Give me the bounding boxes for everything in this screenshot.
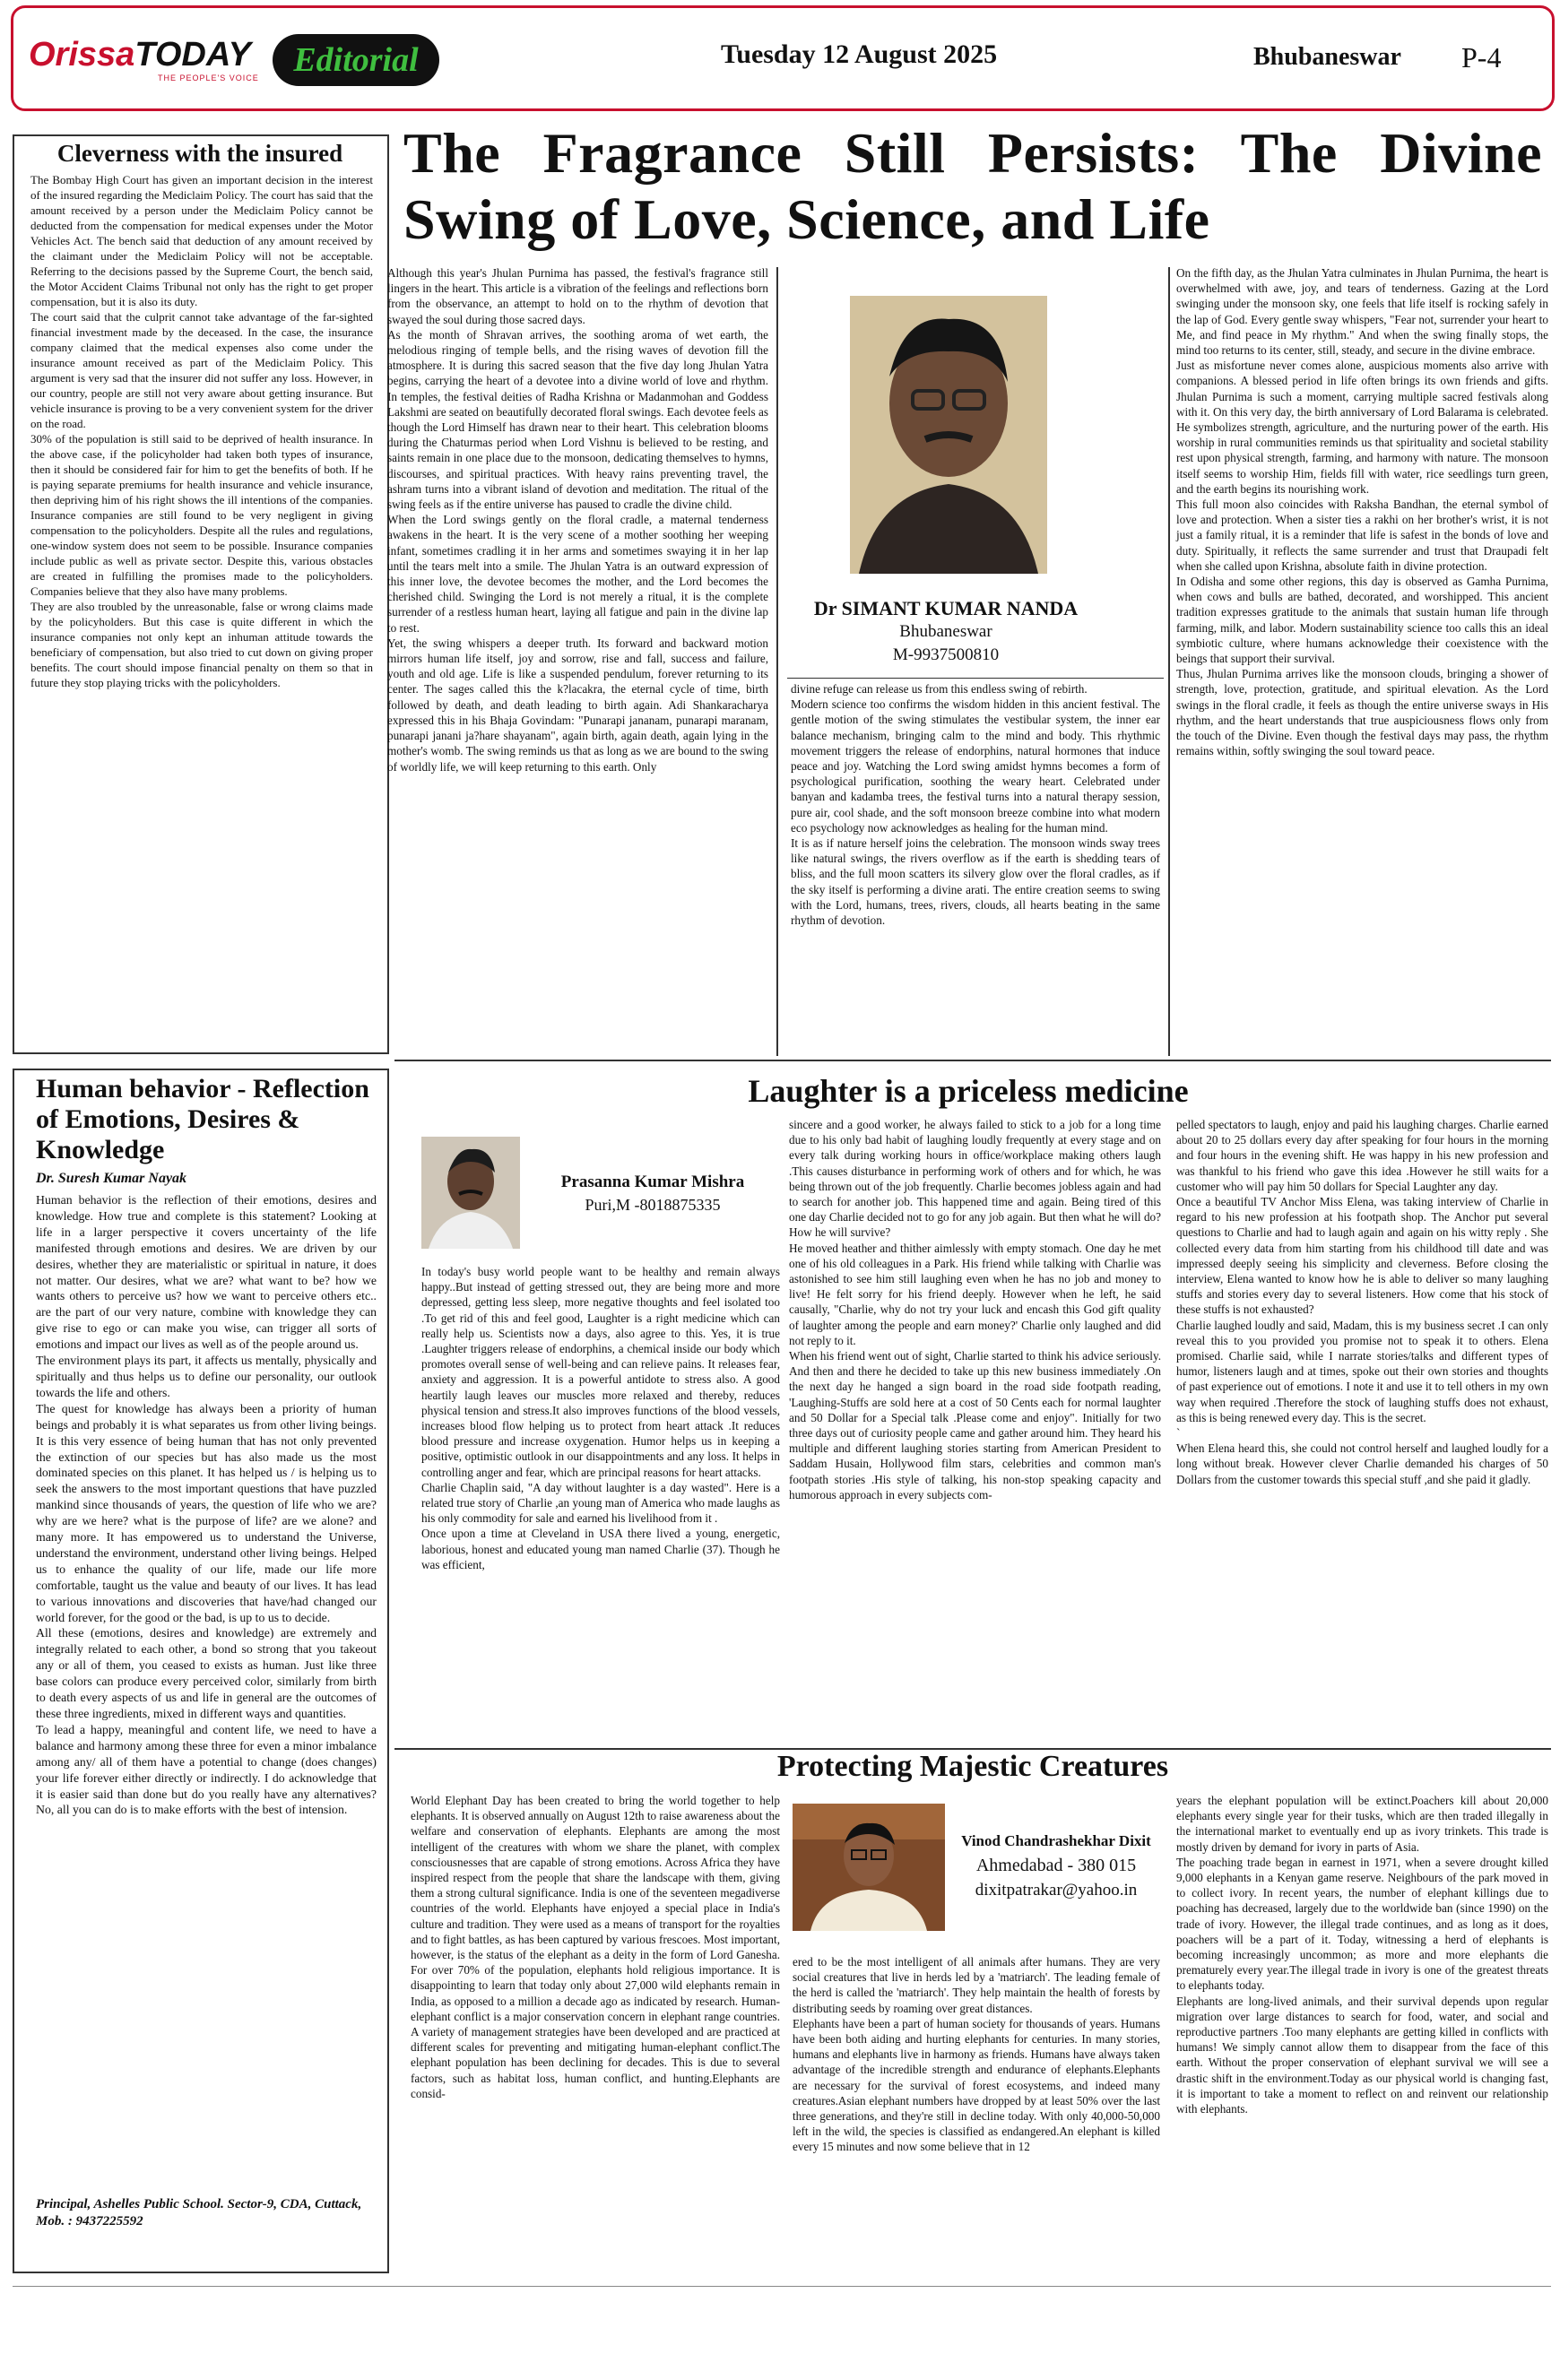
fragrance-author-phone: M-9937500810: [892, 645, 1000, 664]
fragrance-col3: On the fifth day, as the Jhulan Yatra culminates in Jhulan Purnima, the heart is overwhelmed with awe, joy, and tears of tenderness. Gazing at the Lord swinging under the monsoon sky, one feels that life itself is rocking safely in the lap of God. Every gentle sway whispers, "Fear not, surrender your heart to Me, and find peace in My rhythm." And when the swing finally stops, the mind too returns to its center, still, steady, and secure in the divine embrace. Just as misfortune never comes alone, auspicious moments also arrive with companions. A blessed period in life often brings its own friends and gifts. Jhulan Purnima is such a moment, carrying multiple sacred festivals along with it. On this very day, the birth anniversary of Lord Balarama is celebrated. He symbolizes strength, agriculture, and the nurturing power of the earth. His worship in rural communities reminds us that spirituality and societal stability rest upon physical strength, farming, and harmony with nature. The monsoon itself seems to worship Him, fields fill with water, rice seedlings turn green, and the earth begins its nourishing work. This full moon also coincides with Raksha Bandhan, the eternal symbol of love and protection. When a sister ties a rakhi on her brother's wrist, it is not just a family ritual, it is a reminder that life is safest in the bonds of love and duty. Spiritually, it reflects the same surrender and trust that Draupadi felt when she called upon Krishna, absolute faith in divine protection. In Odisha and some other regions, this day is observed as Gamha Purnima, when cows and bulls are bathed, decorated, and worshipped. This ancient tradition expresses gratitude to the animals that sustain human life through farming, milk, and labor. Modern sustainability science too calls this an ideal symbiotic culture, where humans acknowledge their coexistence with the beings that support their survival. Thus, Jhulan Purnima arrives like the monsoon clouds, bringing a shower of strength, love, protection, gratitude, and spiritual elevation. As the Lord swings in the floral cradle, it feels as though the entire universe sways in His rhythm, and the heart understands that true auspiciousness flows only from the touch of the Divine. Even though the festival days may pass, the rhythm remains within, softly swinging the soul toward peace.: [1176, 266, 1548, 758]
elephants-author-city: Ahmedabad - 380 015: [975, 1856, 1137, 1875]
rule: [787, 678, 1164, 679]
bottom-rule: [13, 2286, 1551, 2287]
behavior-author: Dr. Suresh Kumar Nayak: [36, 1171, 187, 1186]
fragrance-col2: divine refuge can release us from this endless swing of rebirth. Modern science too confirms the wisdom hidden in this ancient festival. The gentle motion of the swing stimulates the vestibular system, the inner ear balance mechanism, bringing calm to the mind and body. This rhythmic movement triggers the release of endorphins, natural hormones that induce peace and joy. Watching the Lord swing amidst hymns becomes a form of psychological purification, soothing the weary heart. Celebrated under banyan and kadamba trees, the festival turns into a natural therapy session, pure air, cool shade, and the soft monsoon breeze combine into what modern eco psychology now acknowledges as healing for the human mind. It is as if nature herself joins the celebration. The monsoon winds sway trees like natural swings, the rivers overflow as if the earth is shedding tears of bliss, and the full moon scatters its silvery glow over the floral cradles, as if the sky itself is performing a divine arati. The entire creation seems to swing with the Lord, humans, trees, rivers, clouds, all hearts beating in the same rhythm of devotion.: [791, 682, 1160, 928]
elephants-author-name: Vinod Chandrashekhar Dixit: [961, 1832, 1151, 1849]
insured-headline: Cleverness with the insured: [56, 140, 343, 167]
section-rule: [394, 1060, 1551, 1061]
laughter-author-photo: [421, 1137, 520, 1249]
behavior-body: Human behavior is the reflection of their emotions, desires and knowledge. How true and complete is this statement? Looking at life in a larger perspective it covers uncertainty of the life manifested through emotions and desires. We are driven by our desires, whether they are materialistic or spiritual in nature, it does not matter. Our desires, what we are? what want to be? how we wants others to perceive us? how we want to perceive others etc.. are the part of our very nature, combine with knowledge they can give rise to ego or can make you wise, can trigger all sorts of emotions and impact our lives as well as of the people around us. The environment plays its part, it affects us mentally, physically and spiritually and thus helps us to define our personality, our outlook towards the life and others. The quest for knowledge has always been a priority of human beings and probably it is what separates us from other living beings. It is this very essence of being human that has not only prevented the extinction of our species but has also made us the most dominated species on this planet. It has helped us / is helping us to seek the answers to the most important questions that have puzzled mankind since thousands of years, the question of life who we are? why are we here? what is the purpose of life? are we alone? and many more. It has empowered us to understand the Universe, understand the environment, understand other living beings. Helped us to enhance the quality of our life, made our life more comfortable, taught us the value and beauty of our lives. It has lead to various innovations and discoveries that have/had changed our world forever, for the good or the bad, is up to us to decide. All these (emotions, desires and knowledge) are extremely and integrally related to each other, a bond so strong that you takeout any or all of them, you ceased to exists as human. Just like three base colors can produce every perceived color, similarly from birth to death every aspects of us and life in general are the outcomes of these three ingredients, mixed in different ways and quantities. To lead a happy, meaningful and content life, we need to have a balance and harmony among these three for even a minor imbalance among any/ all of them have a potential to change (does changes) your life forever either directly or indirectly. I do acknowledge that it is easier said than done but do you really have any alternatives? No, all you can do is to make efforts with the best of intension.: [36, 1193, 377, 1817]
newspaper-logo: OrissaTODAY: [29, 36, 251, 74]
behavior-footer: Principal, Ashelles Public School. Sector-9, CDA, Cuttack, Mob. : 9437225592: [36, 2197, 362, 2229]
elephants-col3: years the elephant population will be extinct.Poachers kill about 20,000 elephants every single year for their tusks, which are then traded illegally in the international market to eventually end up as ivory trinkets. This trade is mostly driven by demand for ivory in parts of Asia. The poaching trade began in earnest in 1971, when a severe drought killed 9,000 elephants in a Kenyan game reserve. Neighbours of the park moved in to collect ivory. In recent years, the number of elephant killings due to poaching has decreased, largely due to the worldwide ban (since 1990) on the trade of ivory. However, the illegal trade continues, and as long as it does, poachers will be a part of it. Today, witnessing a herd of elephants is becoming increasingly uncommon; as more and more elephants die prematurely every year.The illegal trade in ivory is one of the greatest threats to elephants today. Elephants are long-lived animals, and their survival depends upon regular migration over large distances to search for food, water, and social and reproductive partners .Too many elephants are getting killed in conflicts with humans! We simply cannot allow them to disappear from the face of this earth. Without the proper conservation of elephant survival we will see a drastic shift in the environment.Today as our physical world is changing fast, it is important to take a moment to reflect on and reinvent our relationship with elephants.: [1176, 1794, 1548, 2116]
author-portrait-icon: [421, 1137, 520, 1249]
elephants-author-email: dixitpatrakar@yahoo.in: [975, 1881, 1138, 1900]
laughter-author-name: Prasanna Kumar Mishra: [560, 1173, 745, 1191]
issue-date: Tuesday 12 August 2025: [721, 39, 998, 69]
edition-city: Bhubaneswar: [1253, 43, 1401, 71]
logo-tagline: THE PEOPLE'S VOICE: [158, 74, 259, 82]
fragrance-headline: The Fragrance Still Persists: The Divine Swing of Love, Science, and Life: [403, 121, 1542, 251]
author-portrait-icon: [793, 1804, 945, 1931]
laughter-col3: pelled spectators to laugh, enjoy and paid his laughing charges. Charlie earned about 20 to 25 dollars every day after speaking for four hours in the morning and four hours in the evening shift. He was happy in his new profession and was thankful to his friend who gave this idea .However he still waits for a customer who will pay him 50 dollars for Special Laughter any day. Once a beautiful TV Anchor Miss Elena, was taking interview of Charlie in regard to his new profession at his footpath shop. The Anchor put several questions to Charlie and had to laugh again and again on his witty reply . She collected every data from him starting from his childhood till date and was impressed deeply seeing his simplicity and cleverness. Before closing the interview, Elena wanted to know how he is able to deliver so many laughing stuffs and stories every day to several listeners. How come that his stock of these stuffs is not exhausted? Charlie laughed loudly and said, Madam, this is my business secret .I can only reveal this to you provided you promise not to speak it to others. Elena promised. Charlie said, while I narrate stories/talks and different types of humor, listeners laugh and at times, spoke out their own stories and thoughts of past experience out of emotions. I note it and use it to tell others in my own way when required .Therefore the stock of laughing stuffs does not exhaust, as this is being renewed every day. This is the secret. ` When Elena heard this, she could not control herself and laughed loudly for a long without break. However clever Charlie demanded his charges of 50 Dollars from the customer towards this special stuff ,and she paid it gladly.: [1176, 1118, 1548, 1486]
laughter-col2: sincere and a good worker, he always failed to stick to a job for a long time due to his only bad habit of laughing loudly frequently at every stage and on every talk during working hours in office/workplace making others laugh .This causes disturbance in performing work of others and for which, he was being thrown out of the job frequently. Charlie becomes jobless again and had to search for another job. This happened time and again. Being tired of this one day Charlie decided not to go for any job again. But then what he will do? How he will survive? He moved heather and thither aimlessly with empty stomach. One day he met one of his old colleagues in a Park. His friend while talking with Charlie was astonished to see him still laughing even when he has no job and money to live! He felt sorry for his friend deeply. However when he left, he said causally, "Charlie, why do not try your luck and encash this God gift quality of laughter among the people and earn money?' Charlie only laughed and did not reply to it. When his friend went out of sight, Charlie started to think his advice seriously. And then and there he decided to take up this new business immediately .On the next day he hanged a sign board in the road side footpath reading, 'Laughing-Stuffs are sold here at a cost of 50 Cents each for normal laughter and 50 Dollar for a Special talk .Please come and enjoy". Initially for two three days out of curiosity people came and gather around him. They heard his multiple and different laughing stories starting from American President to Saddam Husain, Hollywood film stars, celebrities and common man's footpath stories .His style of talking, his non-stop speaking capacity and humorous approach in every subjects com-: [789, 1118, 1161, 1502]
elephants-col2: ered to be the most intelligent of all animals after humans. They are very social creatures that live in herds led by a 'matriarch'. The leading female of the herd is called the 'matriarch'. They help maintain the health of forests by distributing seeds by roaming over great distances. Elephants have been a part of human society for thousands of years. Humans have been both aiding and hurting elephants for centuries. In many stories, humans and elephants live in harmony as friends. Humans have always taken advantage of the incredible strength and endurance of elephants.Elephants are necessary for the survival of forest ecosystems, and indeed many creatures.Asian elephant numbers have dropped by at least 50% over the last three generations, and they're still in decline today. With only 40,000-50,000 left in the wild, the species is classified as endangered.An elephant is killed every 15 minutes and now some believe that in 12: [793, 1955, 1160, 2154]
elephants-col1: World Elephant Day has been created to bring the world together to help elephants. It is observed annually on August 12th to raise awareness about the welfare and conservation of elephants. Elephants are among the most intelligent of the creatures with whom we share the planet, with complex consciousnesses that are capable of strong emotions. Across Africa they have inspired respect from the people that share the landscape with them, giving them a strong cultural significance. India is one of the seventeen megadiverse countries of the world. Elephants have enjoyed a special place in India's culture and tradition. They were used as a means of transport for the royalties and to fight battles, as has been captured by various frescoes. Most important, however, is the status of the elephant as a deity in the form of Lord Ganesha. For over 70% of the population, elephants hold religious importance. It is disappointing to learn that today only about 27,000 wild elephants remain in India, as opposed to a million a decade ago as indicated by research. Human-elephant conflict is a major conservation concern in elephant range countries. A variety of management strategies have been developed and are practiced at different scales for preventing and mitigating human-elephant conflict.The elephant population has been declining for decades. This is due to several factors, such as habitat loss, human conflict, and hunting.Elephants are consid-: [411, 1794, 780, 2100]
column-rule: [776, 267, 778, 1056]
fragrance-col1: Although this year's Jhulan Purnima has passed, the festival's fragrance still lingers in the heart. This article is a vibration of the feelings and reflections born from the observance, an attempt to hold on to the rhythm of devotion that swayed the soul during those sacred days. As the month of Shravan arrives, the soothing aroma of wet earth, the melodious ringing of temple bells, and the rising waves of devotion fill the atmosphere. It is during this sacred season that the five day long Jhulan Yatra begins, carrying the heart of a devotee into a divine world of love and rhythm. In temples, the festival deities of Radha Krishna or Madanmohan and Goddess Lakshmi are seated on beautifully decorated floral swings. Each devotee feels as though the Lord Himself has drawn near to their heart. This celebration blooms during the Chaturmas period when Lord Vishnu is believed to be resting, and saints remain in one place due to the monsoon, dedicating themselves to hymns, discourses, and spiritual practices. With heavy rains preventing travel, the ashram turns into a vibrant island of devotion and meditation. The ritual of the swing feels as if the entire universe has paused to cradle the divine child. When the Lord swings gently on the floral cradle, a maternal tenderness awakens in the heart. It is the very scene of a mother soothing her weeping infant, sometimes cradling it in her arms and sometimes swaying it in her lap until the tears melt into a smile. The Jhulan Yatra is an outward expression of this inner love, the devotee becomes the mother, and the Lord becomes the cherished child. Swinging the Lord is not merely a ritual, it is the complete surrender of a restless human heart, laying all fatigue and pain in the divine lap to rest. Yet, the swing whispers a deeper truth. Its forward and backward motion mirrors human life itself, joy and sorrow, rise and fall, success and failure, youth and old age. Life is like a suspended pendulum, forever returning to its center. The sages called this the k?lacakra, the eternal cycle of time, birth followed by death, and death leading to birth again. Adi Shankaracharya expressed this in his Bhaja Govindam: "Punarapi jananam, punarapi maranam, punarapi janani ja?hare shayanam", again birth, again death, again lying in the mother's womb. The swing reminds us that as long as we are bound to the swing of worldly life, we will keep returning to this earth. Only: [387, 266, 768, 774]
fragrance-author-name: Dr SIMANT KUMAR NANDA: [813, 597, 1079, 619]
elephants-author-photo: [793, 1804, 945, 1931]
column-rule: [1168, 267, 1170, 1056]
laughter-author-contact: Puri,M -8018875335: [585, 1196, 721, 1214]
elephants-headline: Protecting Majestic Creatures: [776, 1750, 1169, 1783]
author-photo: [850, 296, 1047, 574]
author-portrait-icon: [850, 296, 1047, 574]
behavior-headline: Human behavior - Reflection of Emotions, Desires & Knowledge: [36, 1074, 369, 1164]
insured-body: The Bombay High Court has given an important decision in the interest of the insured regarding the Mediclaim Policy. The court has said that the amount received by a person under the Mediclaim Policy cannot be deducted from the compensation for medical expenses under the Motor Vehicles Act. The bench said that deduction of any amount received by the claimant under the Mediclaim Policy will not be acceptable. Referring to the decisions passed by the Supreme Court, the bench said, the Motor Accident Claims Tribunal not only has the right to get proper compensation, but it is also its duty. The court said that the culprit cannot take advantage of the far-sighted financial investment made by the deceased. In the case, the insurance company claimed that the medical expenses also come under the insurance amount received as part of the Mediclaim Policy. This argument is very sad that the insurer did not suffer any loss. However, in our country, people are still not very aware about getting insurance. But vehicle insurance is proving to be a very convenient system for the driver on the road. 30% of the population is still said to be deprived of health insurance. In the above case, if the policyholder had taken both types of insurance, then it should be considered fair for him to get the benefits of both. If he is paying separate premiums for health insurance and vehicle insurance, then depriving him of his right shows the ill intentions of the companies. Insurance companies are still found to be very negligent in giving compensation to the policyholders. Despite all the rules and regulations, one-window system does not seem to be possible. Insurance companies include public as well as private sector. Despite this, various obstacles are created in fulfilling the promises made to the policyholders. Companies believe that they also have many problems. They are also troubled by the unreasonable, false or wrong claims made by the policyholders. But this case is quite different in which the insurance companies not only kept an inhuman attitude towards the beneficiary of compensation, but also tried to cut down on giving proper benefits. The court should impose financial penalty on them so that in future they stop playing tricks with the policyholders.: [30, 173, 373, 689]
laughter-col1: In today's busy world people want to be healthy and remain always happy..But instead of getting stressed out, they are being more and more depressed, getting less sleep, more negative thoughts and feel isolated too .To get rid of this and feel good, Laughter is a right medicine which can really help us. Scientists now a days, also agree to this. Yes, it is true .Laughter triggers release of endorphins, a chemical inside our body which promotes overall sense of well-being and can relieve pains. It releases fear, anxiety and aggression. It is a powerful antidote to stress also. A good heartily laugh leaves our muscles more relaxed and thereby, reduces physical tension and stress.It also improves functions of the blood vessels, increases blood flow helping us to protect from heart attack .It reduces blood pressure and increase oxygenation. Humor helps us in keeping a positive, optimistic outlook in our disappointments and any loss. It helps in controlling anger and fear, which are principal reasons for heart attacks. Charlie Chaplin said, "A day without laughter is a day wasted". Here is a related true story of Charlie ,an young man of America who made laughs as his only commodity for sale and earned his livelihood from it . Once upon a time at Cleveland in USA there lived a young, energetic, laborious, honest and educated young man named Charlie (37). Though he was efficient,: [421, 1265, 780, 1571]
laughter-headline: Laughter is a priceless medicine: [748, 1073, 1189, 1109]
section-badge: Editorial: [273, 34, 439, 86]
fragrance-author-city: Bhubaneswar: [899, 622, 992, 641]
page-number: P-4: [1461, 41, 1502, 74]
